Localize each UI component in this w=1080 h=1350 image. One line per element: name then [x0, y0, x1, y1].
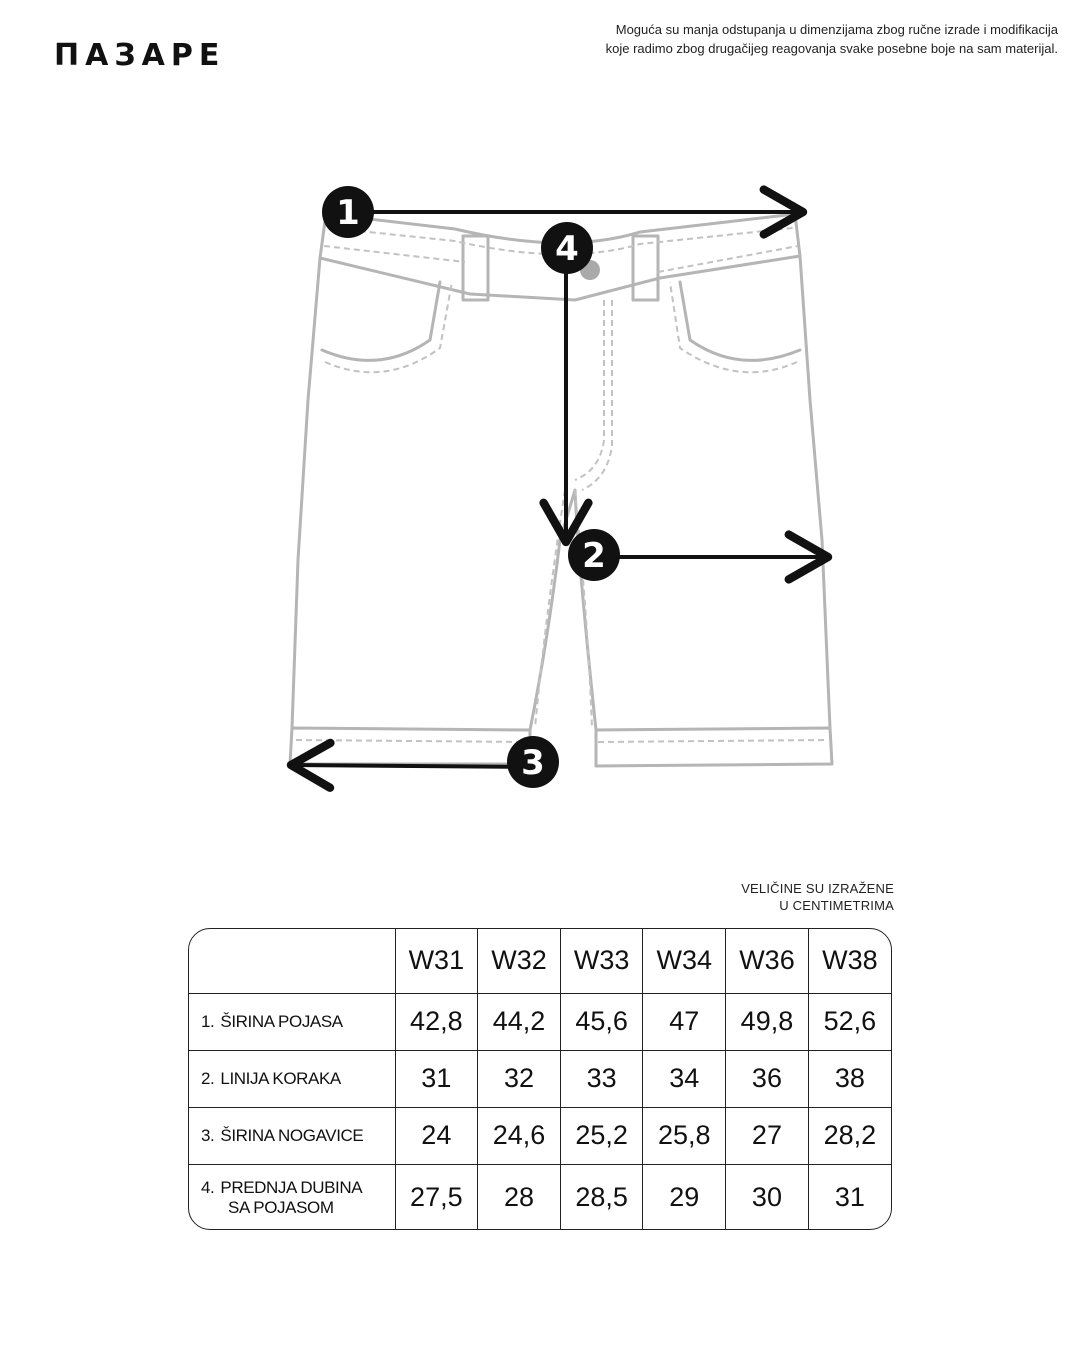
table-row	[189, 1107, 891, 1164]
stitch-lines	[296, 228, 828, 742]
table-cell: 27,5	[395, 1164, 478, 1230]
disclaimer-note	[498, 20, 1058, 58]
size-header: W31	[395, 929, 478, 993]
table-cell: 42,8	[395, 993, 478, 1050]
table-cell: 27	[726, 1107, 809, 1164]
table-cell: 34	[643, 1050, 726, 1107]
shorts-measurement-diagram	[0, 150, 1080, 810]
table-cell: 52,6	[808, 993, 891, 1050]
row-number: 4.	[201, 1177, 215, 1197]
marker-3-label: 3	[521, 743, 545, 783]
marker-1	[322, 186, 374, 238]
unit-note-line-1: VELIČINE SU IZRAŽENE	[741, 881, 894, 896]
table-cell: 28	[478, 1164, 561, 1230]
disclaimer-line-2: koje radimo zbog drugačijeg reagovanja svake posebne boje na sam materijal.	[605, 41, 1058, 56]
arrow-leg-opening	[291, 765, 532, 767]
table-row	[189, 993, 891, 1050]
marker-2	[568, 529, 620, 581]
table-cell: 28,5	[560, 1164, 643, 1230]
marker-4-label: 4	[555, 229, 579, 269]
size-table	[188, 928, 892, 1230]
size-header: W34	[643, 929, 726, 993]
table-cell: 33	[560, 1050, 643, 1107]
row-label-text: LINIJA KORAKA	[220, 1068, 341, 1088]
marker-3	[507, 736, 559, 788]
size-header: W33	[560, 929, 643, 993]
table-cell: 45,6	[560, 993, 643, 1050]
row-label-text: PREDNJA DUBINA	[220, 1177, 363, 1197]
row-label	[189, 1050, 395, 1107]
table-cell: 36	[726, 1050, 809, 1107]
table-cell: 24	[395, 1107, 478, 1164]
disclaimer-line-1: Moguća su manja odstupanja u dimenzijama zbog ručne izrade i modifikacija	[615, 22, 1058, 37]
table-cell: 29	[643, 1164, 726, 1230]
table-cell: 28,2	[808, 1107, 891, 1164]
size-header-row	[189, 929, 891, 993]
row-number: 2.	[201, 1068, 215, 1088]
table-cell: 25,2	[560, 1107, 643, 1164]
table-cell: 31	[395, 1050, 478, 1107]
table-cell: 24,6	[478, 1107, 561, 1164]
table-cell: 25,8	[643, 1107, 726, 1164]
measurement-arrows	[291, 212, 828, 767]
header-empty-cell	[189, 929, 395, 993]
marker-4	[541, 222, 593, 274]
row-label	[189, 993, 395, 1050]
table-cell: 44,2	[478, 993, 561, 1050]
table-row	[189, 1164, 891, 1230]
table-cell: 31	[808, 1164, 891, 1230]
row-label-text: ŠIRINA NOGAVICE	[220, 1125, 364, 1145]
size-header: W36	[726, 929, 809, 993]
table-cell: 32	[478, 1050, 561, 1107]
table-cell: 49,8	[726, 993, 809, 1050]
shorts-outline	[290, 214, 832, 766]
row-number: 1.	[201, 1011, 215, 1031]
brand-logo: ПАЗАРЕ	[54, 38, 226, 73]
unit-note	[741, 880, 894, 914]
size-header: W32	[478, 929, 561, 993]
marker-2-label: 2	[582, 536, 606, 576]
row-number: 3.	[201, 1125, 215, 1145]
table-cell: 47	[643, 993, 726, 1050]
row-label	[189, 1107, 395, 1164]
size-header: W38	[808, 929, 891, 993]
unit-note-line-2: U CENTIMETRIMA	[779, 898, 894, 913]
marker-1-label: 1	[336, 193, 360, 233]
row-label-text: ŠIRINA POJASA	[220, 1011, 343, 1031]
table-cell: 30	[726, 1164, 809, 1230]
table-row	[189, 1050, 891, 1107]
table-cell: 38	[808, 1050, 891, 1107]
row-label	[189, 1164, 395, 1230]
row-label-subtext: SA POJASOM	[228, 1197, 334, 1217]
